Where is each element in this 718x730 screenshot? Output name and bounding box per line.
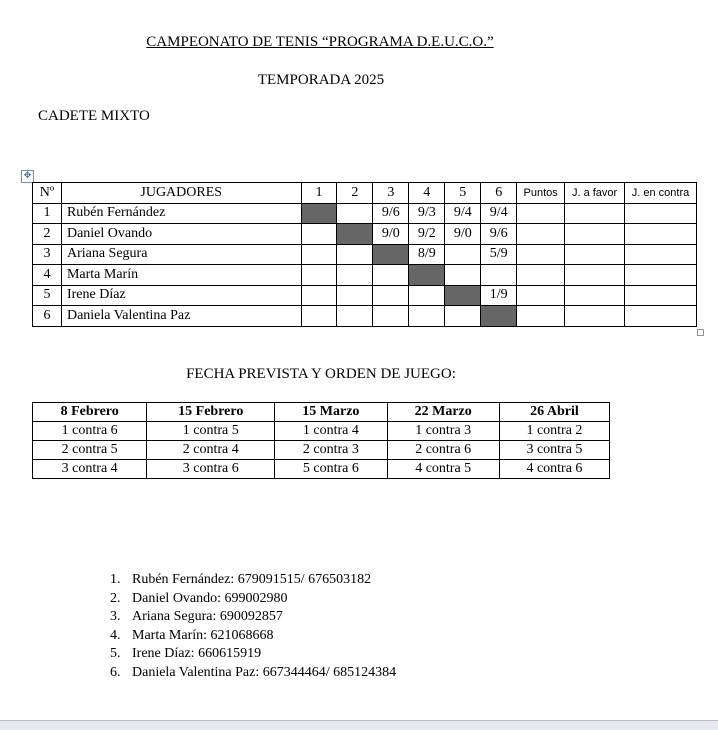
points-cell xyxy=(517,285,565,306)
self-match-cell xyxy=(301,203,337,224)
player-row xyxy=(33,285,697,306)
schedule-date: 15 Marzo xyxy=(275,403,387,422)
schedule-title: FECHA PREVISTA Y ORDEN DE JUEGO: xyxy=(186,366,456,382)
player-number: 6 xyxy=(33,306,62,327)
contact-number: 6. xyxy=(110,664,121,680)
schedule-date: 15 Febrero xyxy=(147,403,275,422)
games-against-cell xyxy=(625,244,697,265)
match-result: 9/0 xyxy=(445,224,481,245)
player-number: 1 xyxy=(33,203,62,224)
match-pairing: 2 contra 4 xyxy=(147,441,275,460)
points-cell xyxy=(517,306,565,327)
match-result xyxy=(337,285,373,306)
contact-item xyxy=(110,645,396,664)
match-pairing: 1 contra 2 xyxy=(499,422,609,441)
match-result xyxy=(337,203,373,224)
player-row xyxy=(33,224,697,245)
match-result: 9/0 xyxy=(373,224,409,245)
match-result: 8/9 xyxy=(409,244,445,265)
contact-text: Daniela Valentina Paz: 667344464/ 685124384 xyxy=(132,664,397,680)
player-name: Marta Marín xyxy=(61,265,301,286)
standings-header-row xyxy=(33,183,697,204)
contact-list xyxy=(110,571,396,682)
player-number: 2 xyxy=(33,224,62,245)
match-result xyxy=(337,244,373,265)
contact-text: Ariana Segura: 690092857 xyxy=(132,609,283,624)
match-result xyxy=(445,265,481,286)
category-label: CADETE MIXTO xyxy=(38,108,150,124)
schedule-date: 22 Marzo xyxy=(387,403,499,422)
match-result: 9/4 xyxy=(445,203,481,224)
match-pairing: 3 contra 4 xyxy=(33,460,147,479)
header-num: Nº xyxy=(33,183,62,204)
contact-text: Rubén Fernández: 679091515/ 676503182 xyxy=(132,572,372,587)
match-result xyxy=(445,306,481,327)
player-row xyxy=(33,244,697,265)
match-pairing: 1 contra 6 xyxy=(33,422,147,441)
header-points: Puntos xyxy=(517,183,565,204)
player-name: Irene Díaz xyxy=(61,285,301,306)
contact-text: Marta Marín: 621068668 xyxy=(132,627,274,643)
player-name: Daniel Ovando xyxy=(61,224,301,245)
games-for-cell xyxy=(565,203,625,224)
match-result: 5/9 xyxy=(481,244,517,265)
contact-number: 1. xyxy=(110,572,121,587)
match-result: 9/6 xyxy=(481,224,517,245)
match-result: 9/2 xyxy=(409,224,445,245)
contact-number: 3. xyxy=(110,609,121,624)
games-against-cell xyxy=(625,265,697,286)
match-pairing: 4 contra 5 xyxy=(387,460,499,479)
header-games-against: J. en contra xyxy=(625,183,697,204)
match-result xyxy=(301,244,337,265)
contact-number: 5. xyxy=(110,646,121,661)
player-name: Daniela Valentina Paz xyxy=(61,306,301,327)
match-result xyxy=(373,306,409,327)
games-for-cell xyxy=(565,265,625,286)
match-result xyxy=(409,306,445,327)
player-row xyxy=(33,265,697,286)
match-pairing: 3 contra 6 xyxy=(147,460,275,479)
contact-text: Daniel Ovando: 699002980 xyxy=(132,590,288,606)
match-result xyxy=(301,285,337,306)
match-pairing: 1 contra 4 xyxy=(275,422,387,441)
document-title: CAMPEONATO DE TENIS “PROGRAMA D.E.U.C.O.” xyxy=(146,34,494,50)
player-row xyxy=(33,203,697,224)
contact-number: 2. xyxy=(110,590,121,606)
match-pairing: 2 contra 6 xyxy=(387,441,499,460)
points-cell xyxy=(517,224,565,245)
games-for-cell xyxy=(565,285,625,306)
player-number: 5 xyxy=(33,285,62,306)
match-pairing: 3 contra 5 xyxy=(499,441,609,460)
points-cell xyxy=(517,244,565,265)
player-name: Rubén Fernández xyxy=(61,203,301,224)
match-result: 1/9 xyxy=(481,285,517,306)
games-against-cell xyxy=(625,306,697,327)
games-against-cell xyxy=(625,285,697,306)
match-result xyxy=(445,244,481,265)
self-match-cell xyxy=(409,265,445,286)
player-number: 3 xyxy=(33,244,62,265)
contact-item xyxy=(110,627,396,646)
schedule-row xyxy=(33,441,610,460)
contact-item xyxy=(110,664,396,683)
schedule-date: 8 Febrero xyxy=(33,403,147,422)
games-for-cell xyxy=(565,244,625,265)
table-resize-handle[interactable] xyxy=(697,329,704,336)
match-pairing: 1 contra 5 xyxy=(147,422,275,441)
header-players: JUGADORES xyxy=(61,183,301,204)
match-pairing: 1 contra 3 xyxy=(387,422,499,441)
games-for-cell xyxy=(565,306,625,327)
match-result xyxy=(373,265,409,286)
match-result xyxy=(337,265,373,286)
header-opponent-6: 6 xyxy=(481,183,517,204)
self-match-cell xyxy=(481,306,517,327)
header-opponent-3: 3 xyxy=(373,183,409,204)
header-opponent-1: 1 xyxy=(301,183,337,204)
move-icon[interactable]: ✥ xyxy=(21,170,34,183)
match-pairing: 2 contra 3 xyxy=(275,441,387,460)
schedule-row xyxy=(33,422,610,441)
match-result xyxy=(301,265,337,286)
player-number: 4 xyxy=(33,265,62,286)
match-pairing: 5 contra 6 xyxy=(275,460,387,479)
games-against-cell xyxy=(625,203,697,224)
schedule-date: 26 Abril xyxy=(499,403,609,422)
contact-item xyxy=(110,590,396,609)
schedule-row xyxy=(33,460,610,479)
contact-item xyxy=(110,608,396,627)
header-opponent-4: 4 xyxy=(409,183,445,204)
match-result xyxy=(481,265,517,286)
schedule-header-row xyxy=(33,403,610,422)
match-pairing: 2 contra 5 xyxy=(33,441,147,460)
match-result xyxy=(301,224,337,245)
match-pairing: 4 contra 6 xyxy=(499,460,609,479)
games-against-cell xyxy=(625,224,697,245)
match-result xyxy=(301,306,337,327)
header-opponent-2: 2 xyxy=(337,183,373,204)
player-name: Ariana Segura xyxy=(61,244,301,265)
player-row xyxy=(33,306,697,327)
self-match-cell xyxy=(337,224,373,245)
match-result xyxy=(337,306,373,327)
contact-item xyxy=(110,571,396,590)
points-cell xyxy=(517,265,565,286)
header-games-for: J. a favor xyxy=(565,183,625,204)
header-opponent-5: 5 xyxy=(445,183,481,204)
match-result: 9/4 xyxy=(481,203,517,224)
match-result xyxy=(409,285,445,306)
self-match-cell xyxy=(373,244,409,265)
standings-table xyxy=(32,182,697,327)
self-match-cell xyxy=(445,285,481,306)
games-for-cell xyxy=(565,224,625,245)
season-label: TEMPORADA 2025 xyxy=(257,72,385,88)
match-result: 9/3 xyxy=(409,203,445,224)
match-result: 9/6 xyxy=(373,203,409,224)
points-cell xyxy=(517,203,565,224)
contact-number: 4. xyxy=(110,627,121,643)
contact-text: Irene Díaz: 660615919 xyxy=(132,646,262,661)
match-result xyxy=(373,285,409,306)
schedule-table xyxy=(32,402,610,479)
